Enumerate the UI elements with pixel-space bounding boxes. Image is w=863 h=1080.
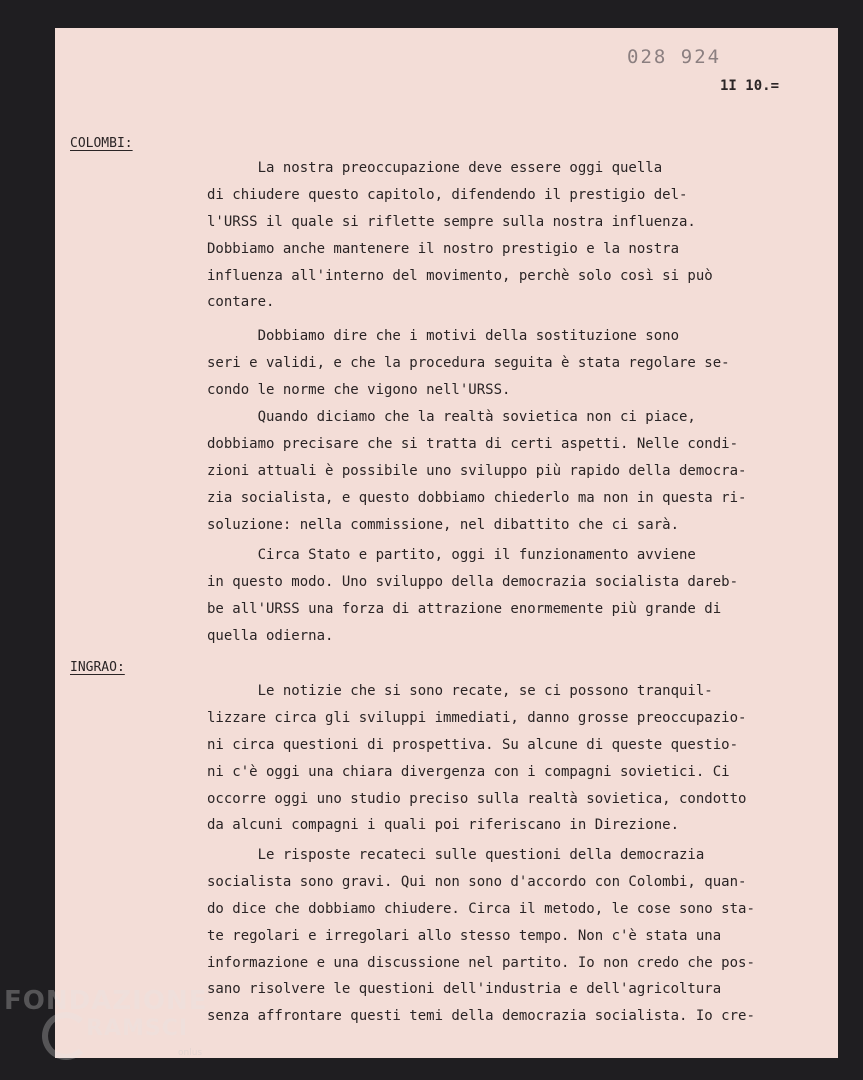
text-line: ni c'è oggi una chiara divergenza con i compagni sovietici. Ci xyxy=(207,763,730,780)
text-line: socialista sono gravi. Qui non sono d'accordo con Colombi, quan- xyxy=(207,873,747,890)
text-line: contare. xyxy=(207,294,275,311)
page-marker: 1I 10.= xyxy=(720,78,780,94)
fondazione-gramsci-watermark xyxy=(4,986,214,1076)
text-line: ni circa questioni di prospettiva. Su alcune di queste questio- xyxy=(207,736,739,753)
text-line: be all'URSS una forza di attrazione enormemente più grande di xyxy=(207,600,722,617)
text-line: Le notizie che si sono recate, se ci possono tranquil- xyxy=(207,682,713,699)
text-line: Quando diciamo che la realtà sovietica non ci piace, xyxy=(207,408,696,425)
text-line: te regolari e irregolari allo stesso tempo. Non c'è stata una xyxy=(207,927,722,944)
text-line: senza affrontare questi temi della democrazia socialista. Io cre- xyxy=(207,1008,755,1025)
text-line: da alcuni compagni i quali poi riferiscano in Direzione. xyxy=(207,817,680,834)
text-line: zioni attuali è possibile uno sviluppo più rapido della democra- xyxy=(207,462,747,479)
text-line: soluzione: nella commissione, nel dibattito che ci sarà. xyxy=(207,516,680,533)
speaker-label-ingrao: INGRAO: xyxy=(70,660,125,675)
text-line: do dice che dobbiamo chiudere. Circa il metodo, le cose sono sta- xyxy=(207,900,755,917)
archive-number: 028 924 xyxy=(627,46,722,68)
text-line: l'URSS il quale si riflette sempre sulla nostra influenza. xyxy=(207,213,696,230)
text-line: La nostra preoccupazione deve essere oggi quella xyxy=(207,159,663,176)
text-line: zia socialista, e questo dobbiamo chiederlo ma non in questa ri- xyxy=(207,489,747,506)
text-line: seri e validi, e che la procedura seguita è stata regolare se- xyxy=(207,354,730,371)
watermark-line2: RAMSCI xyxy=(86,1016,189,1041)
g-logo-icon xyxy=(42,1012,90,1060)
text-line: occorre oggi uno studio preciso sulla realtà sovietica, condotto xyxy=(207,790,747,807)
text-line: Le risposte recateci sulle questioni della democrazia xyxy=(207,846,705,863)
text-line: dobbiamo precisare che si tratta di certi aspetti. Nelle condi- xyxy=(207,435,739,452)
text-line: lizzare circa gli sviluppi immediati, danno grosse preoccupazio- xyxy=(207,709,747,726)
text-line: Circa Stato e partito, oggi il funzionamento avviene xyxy=(207,546,696,563)
paragraph xyxy=(207,815,755,1057)
text-line: condo le norme che vigono nell'URSS. xyxy=(207,381,511,398)
text-line: informazione e una discussione nel partito. Io non credo che pos- xyxy=(207,954,755,971)
text-line: di chiudere questo capitolo, difendendo il prestigio del- xyxy=(207,186,688,203)
text-line: quella odierna. xyxy=(207,627,334,644)
watermark-line1: FONDAZIONE xyxy=(4,986,208,1016)
speaker-label-colombi: COLOMBI: xyxy=(70,136,133,151)
text-line: sano risolvere le questioni dell'industria e dell'agricoltura xyxy=(207,981,722,998)
watermark-sub: onlus xyxy=(178,1048,203,1058)
text-line: Dobbiamo anche mantenere il nostro prestigio e la nostra xyxy=(207,240,680,257)
text-line: Dobbiamo dire che i motivi della sostituzione sono xyxy=(207,327,680,344)
text-line: in questo modo. Uno sviluppo della democrazia socialista dareb- xyxy=(207,573,739,590)
text-line: influenza all'interno del movimento, perchè solo così si può xyxy=(207,267,713,284)
